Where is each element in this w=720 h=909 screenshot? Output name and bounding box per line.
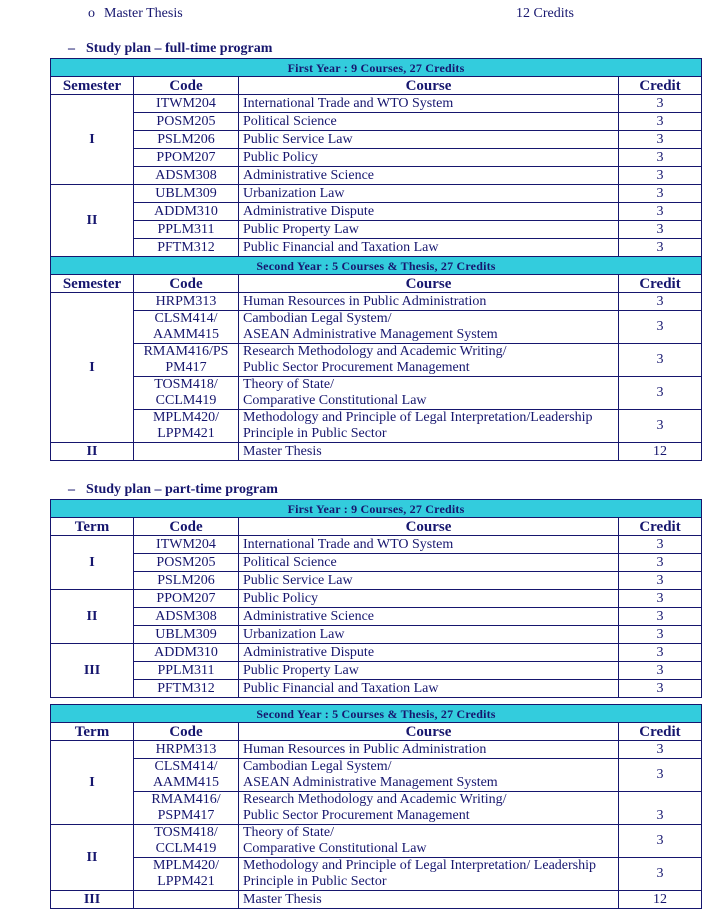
semester-cell: II	[51, 443, 134, 461]
credit-cell: 3	[619, 293, 702, 311]
parttime-year1-table	[50, 499, 702, 698]
term-cell: II	[51, 590, 134, 644]
course-cell: Urbanization Law	[239, 626, 619, 644]
credit-cell: 3	[619, 113, 702, 131]
credit-cell: 3	[619, 858, 702, 891]
table-row	[51, 185, 702, 203]
second-year-band: Second Year : 5 Courses & Thesis, 27 Credits	[51, 257, 702, 275]
code-cell: PFTM312	[134, 239, 239, 257]
credit-cell: 3	[619, 536, 702, 554]
credit-cell: 3	[619, 377, 702, 410]
course-cell: Master Thesis	[239, 443, 619, 461]
credit-cell: 3	[619, 149, 702, 167]
course-cell: Administrative Dispute	[239, 644, 619, 662]
course-cell: International Trade and WTO System	[239, 536, 619, 554]
term-cell: II	[51, 825, 134, 891]
fulltime-table	[50, 58, 702, 461]
code-cell: RMAM416/ PSPM417	[134, 792, 239, 825]
course-cell: Public Service Law	[239, 572, 619, 590]
table-row	[51, 572, 702, 590]
code-cell: MPLM420/ LPPM421	[134, 858, 239, 891]
term-cell: III	[51, 891, 134, 909]
col-header: Course	[239, 77, 619, 95]
table-row	[51, 662, 702, 680]
dash-icon: –	[68, 482, 75, 497]
code-cell: PFTM312	[134, 680, 239, 698]
course-cell: Public Policy	[239, 590, 619, 608]
dash-icon: –	[68, 41, 75, 56]
code-cell: UBLM309	[134, 626, 239, 644]
col-header: Course	[239, 275, 619, 293]
term-cell: I	[51, 536, 134, 590]
term-cell: III	[51, 644, 134, 698]
course-cell: Human Resources in Public Administration	[239, 741, 619, 759]
col-header: Credit	[619, 723, 702, 741]
heading-text: Study plan – part-time program	[86, 482, 278, 497]
code-cell: PSLM206	[134, 131, 239, 149]
course-cell: Theory of State/ Comparative Constitutional Law	[239, 377, 619, 410]
semester-cell: II	[51, 185, 134, 257]
table-row	[51, 644, 702, 662]
course-cell: Administrative Science	[239, 608, 619, 626]
table-row	[51, 741, 702, 759]
code-cell: ADDM310	[134, 203, 239, 221]
table-row	[51, 131, 702, 149]
course-cell: Master Thesis	[239, 891, 619, 909]
credit-cell: 3	[619, 344, 702, 377]
credit-cell: 3	[619, 221, 702, 239]
table-row	[51, 113, 702, 131]
table-row	[51, 377, 702, 410]
code-cell	[134, 891, 239, 909]
semester-cell: I	[51, 293, 134, 443]
code-cell: ADSM308	[134, 167, 239, 185]
second-year-band: Second Year : 5 Courses & Thesis, 27 Credits	[51, 705, 702, 723]
code-cell: TOSM418/ CCLM419	[134, 377, 239, 410]
code-cell: HRPM313	[134, 293, 239, 311]
heading-text: Study plan – full-time program	[86, 41, 273, 56]
table-row	[51, 443, 702, 461]
table-row	[51, 626, 702, 644]
credit-cell: 3	[619, 741, 702, 759]
credit-cell: 3	[619, 239, 702, 257]
col-header: Credit	[619, 518, 702, 536]
code-cell: CLSM414/ AAMM415	[134, 759, 239, 792]
fulltime-heading	[68, 41, 272, 57]
col-header: Term	[51, 518, 134, 536]
credit-cell: 3	[619, 792, 702, 825]
credit-cell: 3	[619, 759, 702, 792]
col-header: Credit	[619, 77, 702, 95]
semester-cell: I	[51, 95, 134, 185]
credit-cell: 3	[619, 410, 702, 443]
table-row	[51, 590, 702, 608]
course-cell: Public Property Law	[239, 662, 619, 680]
table-row	[51, 167, 702, 185]
col-header: Semester	[51, 77, 134, 95]
table-row	[51, 608, 702, 626]
table-row	[51, 554, 702, 572]
code-cell: POSM205	[134, 113, 239, 131]
credit-cell: 3	[619, 626, 702, 644]
credit-cell: 3	[619, 662, 702, 680]
course-cell: Public Service Law	[239, 131, 619, 149]
credit-cell: 3	[619, 554, 702, 572]
course-cell: Public Financial and Taxation Law	[239, 680, 619, 698]
table-row	[51, 825, 702, 858]
table-row	[51, 680, 702, 698]
course-cell: Urbanization Law	[239, 185, 619, 203]
col-header: Course	[239, 723, 619, 741]
table-row	[51, 858, 702, 891]
code-cell: HRPM313	[134, 741, 239, 759]
credit-cell: 3	[619, 590, 702, 608]
code-cell: PPOM207	[134, 149, 239, 167]
course-cell: Public Policy	[239, 149, 619, 167]
code-cell: ADSM308	[134, 608, 239, 626]
course-cell: Cambodian Legal System/ ASEAN Administrative Management System	[239, 311, 619, 344]
first-year-band: First Year : 9 Courses, 27 Credits	[51, 59, 702, 77]
code-cell: PSLM206	[134, 572, 239, 590]
code-cell: PPLM311	[134, 221, 239, 239]
code-cell	[134, 443, 239, 461]
credit-cell: 3	[619, 608, 702, 626]
first-year-band: First Year : 9 Courses, 27 Credits	[51, 500, 702, 518]
table-row	[51, 759, 702, 792]
course-cell: Theory of State/ Comparative Constitutional Law	[239, 825, 619, 858]
code-cell: TOSM418/ CCLM419	[134, 825, 239, 858]
table-row	[51, 149, 702, 167]
parttime-heading	[68, 482, 278, 498]
table-row	[51, 410, 702, 443]
table-row	[51, 293, 702, 311]
table-row	[51, 311, 702, 344]
course-cell: Administrative Dispute	[239, 203, 619, 221]
code-cell: PPOM207	[134, 590, 239, 608]
course-cell: Political Science	[239, 113, 619, 131]
col-header: Code	[134, 518, 239, 536]
course-cell: Human Resources in Public Administration	[239, 293, 619, 311]
code-cell: ITWM204	[134, 95, 239, 113]
credit-cell: 3	[619, 185, 702, 203]
col-header: Code	[134, 723, 239, 741]
master-thesis-line	[88, 6, 688, 24]
course-cell: Methodology and Principle of Legal Interpretation/Leadership Principle in Public Sector	[239, 410, 619, 443]
course-cell: Public Property Law	[239, 221, 619, 239]
table-row	[51, 891, 702, 909]
col-header: Code	[134, 77, 239, 95]
col-header: Credit	[619, 275, 702, 293]
table-row	[51, 221, 702, 239]
code-cell: CLSM414/ AAMM415	[134, 311, 239, 344]
credit-cell: 3	[619, 95, 702, 113]
credit-cell: 3	[619, 167, 702, 185]
course-cell: Cambodian Legal System/ ASEAN Administrative Management System	[239, 759, 619, 792]
credit-cell: 12	[619, 443, 702, 461]
credit-cell: 3	[619, 311, 702, 344]
code-cell: POSM205	[134, 554, 239, 572]
col-header: Term	[51, 723, 134, 741]
credit-cell: 3	[619, 203, 702, 221]
course-cell: Methodology and Principle of Legal Interpretation/ Leadership Principle in Public Sector	[239, 858, 619, 891]
course-cell: Research Methodology and Academic Writing/ Public Sector Procurement Management	[239, 344, 619, 377]
table-row	[51, 536, 702, 554]
course-cell: Research Methodology and Academic Writing/ Public Sector Procurement Management	[239, 792, 619, 825]
credit-cell: 12	[619, 891, 702, 909]
table-row	[51, 344, 702, 377]
credit-cell: 3	[619, 825, 702, 858]
course-cell: Public Financial and Taxation Law	[239, 239, 619, 257]
item-credits: 12 Credits	[516, 6, 574, 21]
code-cell: ITWM204	[134, 536, 239, 554]
credit-cell: 3	[619, 131, 702, 149]
table-row	[51, 239, 702, 257]
code-cell: MPLM420/ LPPM421	[134, 410, 239, 443]
col-header: Semester	[51, 275, 134, 293]
col-header: Course	[239, 518, 619, 536]
col-header: Code	[134, 275, 239, 293]
course-cell: Administrative Science	[239, 167, 619, 185]
credit-cell: 3	[619, 644, 702, 662]
code-cell: RMAM416/PS PM417	[134, 344, 239, 377]
table-row	[51, 203, 702, 221]
course-cell: International Trade and WTO System	[239, 95, 619, 113]
table-row	[51, 792, 702, 825]
credit-cell: 3	[619, 572, 702, 590]
code-cell: UBLM309	[134, 185, 239, 203]
credit-cell: 3	[619, 680, 702, 698]
table-row	[51, 95, 702, 113]
parttime-year2-table	[50, 704, 702, 909]
code-cell: PPLM311	[134, 662, 239, 680]
item-name: Master Thesis	[104, 6, 183, 21]
term-cell: I	[51, 741, 134, 825]
code-cell: ADDM310	[134, 644, 239, 662]
bullet-icon: o	[88, 6, 95, 21]
course-cell: Political Science	[239, 554, 619, 572]
